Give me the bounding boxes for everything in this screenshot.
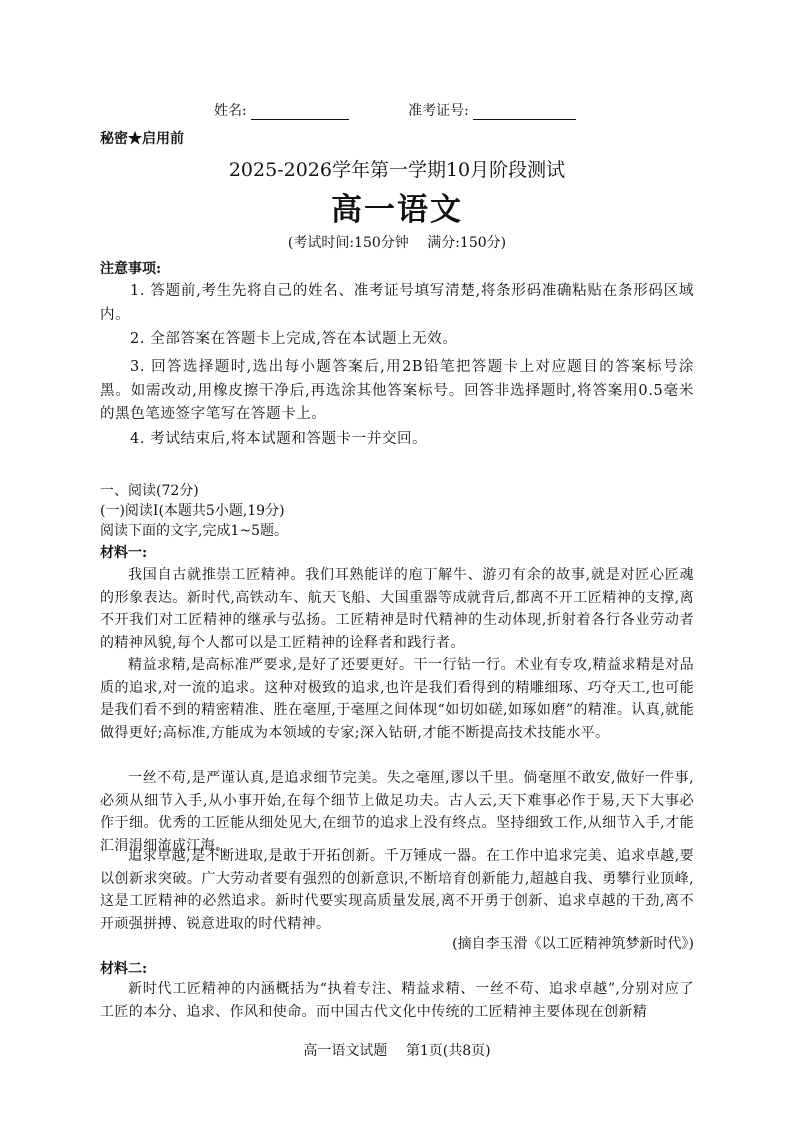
- material1-paragraph-1: 我国自古就推崇工匠精神。我们耳熟能详的庖丁解牛、游刃有余的故事,就是对匠心匠魂的形象表达。新时代,高铁动车、航天飞船、大国重器等成就背后,都离不开工匠精神的支撑,离不开我们对工匠精神的继承与弘扬。工匠精神是时代精神的生动体现,折射着各行各业劳动者的精神风貌,每个人都可以是工匠精神的诠释者和践行者。: [100, 567, 694, 651]
- secret-label: 秘密★启用前: [100, 131, 184, 147]
- exam-duration-score: (考试时间:150分钟 满分:150分): [287, 235, 507, 251]
- candidate-info-line: [214, 100, 576, 120]
- material1-label: 材料一:: [100, 545, 148, 561]
- note-item-3: 3. 回答选择题时,选出每小题答案后,用2B铅笔把答题卡上对应题目的答案标号涂黑。如需改动,用橡皮擦干净后,再选涂其他答案标号。回答非选择题时,将答案用0.5毫米的黑色笔迹签字笔写在答题卡上。: [100, 359, 694, 422]
- exam-number-blank: [473, 103, 576, 120]
- note-item-2: 2. 全部答案在答题卡上完成,答在本试题上无效。: [130, 331, 458, 347]
- section-heading: 一、阅读(72分): [100, 483, 199, 499]
- exam-number-label: 准考证号:: [408, 103, 469, 119]
- material1-paragraph-4: 追求卓越,是不断进取,是敢于开拓创新。千万锤成一器。在工作中追求完美、追求卓越,要以创新求突破。广大劳动者要有强烈的创新意识,不断培育创新能力,超越自我、勇攀行业顶峰,这是工匠精神的必然追求。新时代要实现高质量发展,离不开勇于创新、追求卓越的干劲,离不开顽强拼搏、锐意进取的时代精神。: [100, 848, 694, 932]
- note-item-1: 1. 答题前,考生先将自己的姓名、准考证号填写清楚,将条形码准确粘贴在条形码区域内。: [100, 283, 694, 323]
- material1-paragraph-3: 一丝不苟,是严谨认真,是追求细节完美。失之毫厘,谬以千里。倘毫厘不敢安,做好一件事,必须从细节入手,从小事开始,在每个细节上做足功夫。古人云,天下难事必作于易,天下大事必作于细。优秀的工匠能从细处见大,在细节的追求上没有终点。坚持细致工作,从细节入手,才能汇涓涓细流成江海。: [100, 770, 694, 854]
- material2-paragraph-1: 新时代工匠精神的内涵概括为“执着专注、精益求精、一丝不苟、追求卓越”,分别对应了工匠的本分、追求、作风和使命。而中国古代文化中传统的工匠精神主要体现在创新精: [100, 981, 694, 1020]
- reading-sub-heading: (一)阅读Ⅰ(本题共5小题,19分): [100, 503, 285, 519]
- material1-source: (摘自李玉滑《以工匠精神筑梦新时代》): [452, 936, 694, 952]
- page-footer: 高一语文试题 第1页(共8页): [303, 1043, 491, 1059]
- reading-instruction: 阅读下面的文字,完成1~5题。: [100, 523, 288, 539]
- name-blank: [251, 103, 349, 120]
- material1-paragraph-2: 精益求精,是高标准严要求,是好了还要更好。干一行钻一行。术业有专攻,精益求精是对品质的追求,对一流的追求。这种对极致的追求,也许是我们看得到的精雕细琢、巧夺天工,也可能是我们看不到的精密精准、胜在毫厘,于毫厘之间体现“如切如磋,如琢如磨”的精准。认真,就能做得更好;高标准,方能成为本领域的专家;深入钻研,才能不断提高技术技能水平。: [100, 657, 694, 741]
- exam-title: 2025-2026学年第一学期10月阶段测试: [228, 159, 566, 181]
- notes-heading: 注意事项:: [100, 261, 162, 277]
- name-label: 姓名:: [214, 103, 247, 119]
- material2-label: 材料二:: [100, 961, 148, 977]
- note-item-4: 4. 考试结束后,将本试题和答题卡一并交回。: [130, 431, 428, 447]
- subject-title: 高一语文: [331, 192, 463, 228]
